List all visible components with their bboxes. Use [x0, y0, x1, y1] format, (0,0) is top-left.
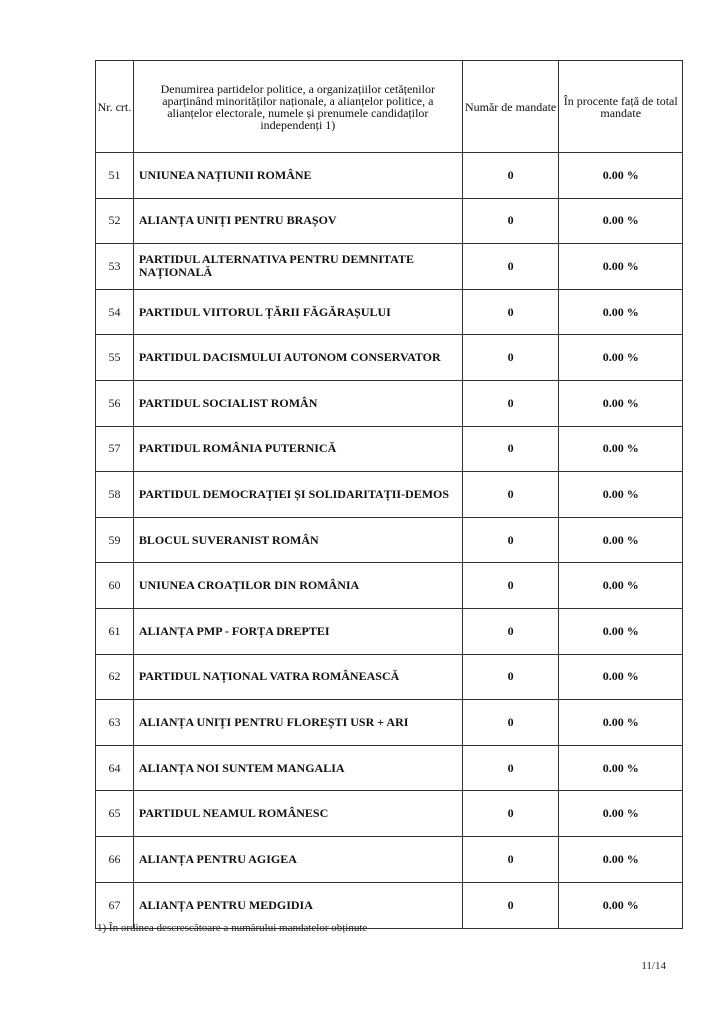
- header-mandates: Număr de mandate: [463, 61, 560, 152]
- row-percent: 0.00 %: [602, 851, 639, 866]
- row-mandates: 0: [463, 472, 560, 517]
- row-mandates: 0: [463, 244, 560, 289]
- row-percent: 0.00 %: [602, 258, 639, 273]
- table-row: [96, 335, 682, 381]
- table-header-row: [96, 61, 682, 153]
- row-mandates: 0: [463, 700, 560, 745]
- row-nr: 65: [96, 791, 134, 836]
- row-party-name: BLOCUL SUVERANIST ROMÂN: [134, 518, 463, 563]
- row-mandates: 0: [463, 335, 560, 380]
- row-mandates: 0: [463, 199, 560, 244]
- row-party-name: ALIANȚA UNIȚI PENTRU FLOREȘTI USR + ARI: [134, 700, 463, 745]
- row-nr: 62: [96, 655, 134, 700]
- table-row: [96, 837, 682, 883]
- row-percent: 0.00 %: [602, 806, 639, 821]
- row-percent: 0.00 %: [602, 441, 639, 456]
- row-party-name: PARTIDUL VIITORUL ȚĂRII FĂGĂRAȘULUI: [134, 290, 463, 335]
- row-percent: 0.00 %: [602, 395, 639, 410]
- row-nr: 67: [96, 883, 134, 929]
- table-row: [96, 290, 682, 336]
- row-party-name: UNIUNEA CROAȚILOR DIN ROMÂNIA: [134, 563, 463, 608]
- table-row: [96, 746, 682, 792]
- row-nr: 58: [96, 472, 134, 517]
- row-mandates: 0: [463, 746, 560, 791]
- row-party-name: ALIANȚA PENTRU MEDGIDIA: [134, 883, 463, 929]
- row-nr: 66: [96, 837, 134, 882]
- row-nr: 63: [96, 700, 134, 745]
- table-row: [96, 518, 682, 564]
- row-percent: 0.00 %: [602, 532, 639, 547]
- row-nr: 60: [96, 563, 134, 608]
- table-body: [96, 153, 682, 928]
- footnote: 1) În ordinea descrescătoare a numărului mandatelor obținute: [97, 922, 368, 934]
- row-party-name: UNIUNEA NAȚIUNII ROMÂNE: [134, 153, 463, 198]
- header-percent: În procente față de total mandate: [563, 93, 678, 120]
- row-percent: 0.00 %: [602, 350, 639, 365]
- row-percent: 0.00 %: [602, 167, 639, 182]
- row-party-name: PARTIDUL DACISMULUI AUTONOM CONSERVATOR: [134, 335, 463, 380]
- row-mandates: 0: [463, 563, 560, 608]
- table-row: [96, 244, 682, 290]
- row-mandates: 0: [463, 883, 560, 929]
- table-row: [96, 427, 682, 473]
- row-nr: 57: [96, 427, 134, 472]
- table-row: [96, 563, 682, 609]
- row-party-name: ALIANȚA UNIȚI PENTRU BRAȘOV: [134, 199, 463, 244]
- row-mandates: 0: [463, 518, 560, 563]
- table-row: [96, 472, 682, 518]
- row-percent: 0.00 %: [602, 623, 639, 638]
- row-mandates: 0: [463, 153, 560, 198]
- row-percent: 0.00 %: [602, 578, 639, 593]
- row-party-name: PARTIDUL ROMÂNIA PUTERNICĂ: [134, 427, 463, 472]
- row-mandates: 0: [463, 791, 560, 836]
- row-mandates: 0: [463, 609, 560, 654]
- row-percent: 0.00 %: [602, 669, 639, 684]
- row-party-name: PARTIDUL ALTERNATIVA PENTRU DEMNITATE NAȚIONALĂ: [134, 244, 463, 289]
- row-percent: 0.00 %: [602, 714, 639, 729]
- row-percent: 0.00 %: [602, 897, 639, 912]
- table-row: [96, 655, 682, 701]
- row-party-name: PARTIDUL DEMOCRAȚIEI ȘI SOLIDARITAȚII-DEMOS: [134, 472, 463, 517]
- page-number: 11/14: [641, 960, 666, 972]
- row-mandates: 0: [463, 427, 560, 472]
- table-row: [96, 700, 682, 746]
- row-percent: 0.00 %: [602, 486, 639, 501]
- row-nr: 51: [96, 153, 134, 198]
- row-party-name: ALIANȚA NOI SUNTEM MANGALIA: [134, 746, 463, 791]
- row-nr: 53: [96, 244, 134, 289]
- row-nr: 64: [96, 746, 134, 791]
- row-party-name: PARTIDUL NAȚIONAL VATRA ROMÂNEASCĂ: [134, 655, 463, 700]
- results-table: [95, 60, 683, 929]
- row-percent: 0.00 %: [602, 760, 639, 775]
- row-mandates: 0: [463, 290, 560, 335]
- row-nr: 54: [96, 290, 134, 335]
- table-row: [96, 791, 682, 837]
- row-mandates: 0: [463, 381, 560, 426]
- header-name: Denumirea partidelor politice, a organizațiilor cetățenilor aparținând minorităților naționale, a alianțelor politice, a alianțelor electorale, numele și prenumele candidaților independenți 1): [134, 61, 463, 152]
- row-nr: 52: [96, 199, 134, 244]
- table-row: [96, 381, 682, 427]
- row-percent: 0.00 %: [602, 304, 639, 319]
- table-row: [96, 199, 682, 245]
- row-nr: 61: [96, 609, 134, 654]
- header-nr: Nr. crt.: [96, 61, 134, 152]
- row-nr: 56: [96, 381, 134, 426]
- row-nr: 59: [96, 518, 134, 563]
- row-percent: 0.00 %: [602, 213, 639, 228]
- row-mandates: 0: [463, 837, 560, 882]
- table-row: [96, 609, 682, 655]
- row-nr: 55: [96, 335, 134, 380]
- row-mandates: 0: [463, 655, 560, 700]
- row-party-name: PARTIDUL SOCIALIST ROMÂN: [134, 381, 463, 426]
- row-party-name: ALIANȚA PMP - FORȚA DREPTEI: [134, 609, 463, 654]
- table-row: [96, 153, 682, 199]
- row-party-name: ALIANȚA PENTRU AGIGEA: [134, 837, 463, 882]
- row-party-name: PARTIDUL NEAMUL ROMÂNESC: [134, 791, 463, 836]
